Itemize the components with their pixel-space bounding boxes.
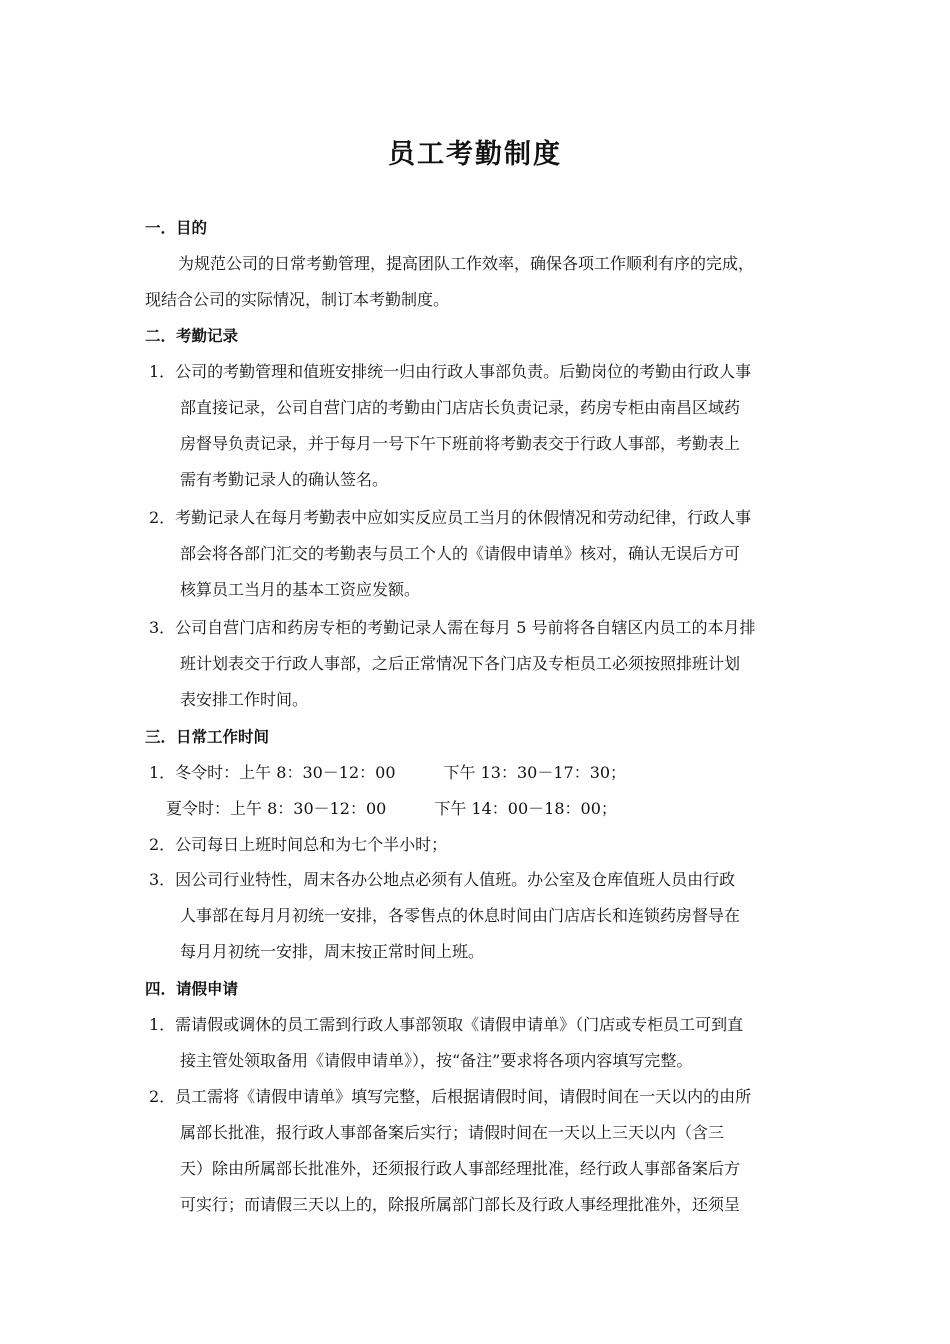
section-heading-work-hours: 三．日常工作时间 xyxy=(145,728,270,746)
list-item-line: 部会将各部门汇交的考勤表与员工个人的《请假申请单》核对，确认无误后方可 xyxy=(180,544,741,563)
list-item-line: 可实行；而请假三天以上的，除报所属部门部长及行政人事经理批准外，还须呈 xyxy=(180,1195,741,1214)
list-item-line: 接主管处领取备用《请假申请单》），按“备注”要求将各项内容填写完整。 xyxy=(180,1051,693,1070)
list-item-line: 班计划表交于行政人事部，之后正常情况下各门店及专柜员工必须按照排班计划 xyxy=(180,654,741,673)
work-hours-total-line: 2．公司每日上班时间总和为七个半小时； xyxy=(149,835,448,854)
section-heading-leave-request: 四．请假申请 xyxy=(145,980,239,998)
list-item-first-line: 2．考勤记录人在每月考勤表中应如实反应员工当月的休假情况和劳动纪律，行政人事 xyxy=(149,508,752,527)
list-item-line: 人事部在每月月初统一安排，各零售点的休息时间由门店店长和连锁药房督导在 xyxy=(180,906,741,925)
document-title: 员工考勤制度 xyxy=(388,139,562,170)
list-item-line: 天）除由所属部长批准外，还须报行政人事部经理批准，经行政人事部备案后方 xyxy=(180,1159,741,1178)
list-item-first-line: 1．需请假或调休的员工需到行政人事部领取《请假申请单》（门店或专柜员工可到直 xyxy=(149,1015,744,1034)
list-item-line: 需有考勤记录人的确认签名。 xyxy=(180,470,389,489)
list-item-line: 每月月初统一安排，周末按正常时间上班。 xyxy=(180,942,485,961)
list-item-line: 属部长批准，报行政人事部备案后实行；请假时间在一天以上三天以内（含三 xyxy=(180,1123,725,1142)
section-heading-purpose: 一．目的 xyxy=(145,219,208,237)
list-item-first-line: 3．因公司行业特性，周末各办公地点必须有人值班。办公室及仓库值班人员由行政 xyxy=(149,870,736,889)
list-item-line: 表安排工作时间。 xyxy=(180,690,309,709)
list-item-line: 房督导负责记录，并于每月一号下午下班前将考勤表交于行政人事部，考勤表上 xyxy=(180,434,741,453)
list-item-line: 核算员工当月的基本工资应发额。 xyxy=(180,580,421,599)
list-item-line: 部直接记录，公司自营门店的考勤由门店店长负责记录，药房专柜由南昌区域药 xyxy=(180,398,741,417)
schedule-winter-line: 1．冬令时：上午 8：30－12：00 下午 13：30－17：30； xyxy=(149,763,627,782)
paragraph-line: 现结合公司的实际情况，制订本考勤制度。 xyxy=(145,290,450,309)
list-item-first-line: 2．员工需将《请假申请单》填写完整，后根据请假时间，请假时间在一天以内的由所 xyxy=(149,1087,752,1106)
paragraph-line: 为规范公司的日常考勤管理，提高团队工作效率，确保各项工作顺利有序的完成， xyxy=(178,254,755,273)
section-heading-attendance-record: 二．考勤记录 xyxy=(145,327,239,345)
schedule-summer-line: 夏令时：上午 8：30－12：00 下午 14：00－18：00； xyxy=(166,799,617,818)
list-item-first-line: 1．公司的考勤管理和值班安排统一归由行政人事部负责。后勤岗位的考勤由行政人事 xyxy=(149,362,752,381)
list-item-first-line: 3．公司自营门店和药房专柜的考勤记录人需在每月 5 号前将各自辖区内员工的本月排 xyxy=(149,618,756,637)
